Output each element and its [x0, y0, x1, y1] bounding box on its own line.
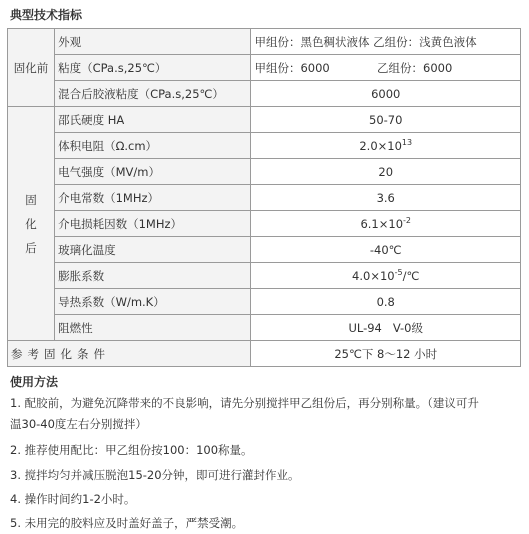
row-value-appearance — [251, 29, 521, 55]
resistivity-base: 2.0×10 — [359, 138, 402, 153]
table-row — [8, 133, 521, 159]
row-label-viscosity: 粘度（CPa.s,25℃） — [55, 55, 251, 81]
spec-title: 典型技术指标 — [10, 8, 83, 22]
row-label-loss-factor: 介电损耗因数（1MHz） — [55, 211, 251, 237]
table-row — [8, 81, 521, 107]
usage-step: 4. 操作时间约1-2小时。 — [10, 492, 136, 506]
row-label-dielectric-constant: 介电常数（1MHz） — [55, 185, 251, 211]
row-value-glass-transition: -40℃ — [251, 237, 521, 263]
expansion-base: 4.0×10 — [352, 268, 395, 283]
usage-step: 5. 未用完的胶料应及时盖好盖子，严禁受潮。 — [10, 516, 244, 530]
row-label-glass-transition: 玻璃化温度 — [55, 237, 251, 263]
row-label-dielectric-strength: 电气强度（MV/m） — [55, 159, 251, 185]
group-before-cure: 固化前 — [8, 29, 55, 107]
row-label-hardness: 邵氏硬度 HA — [55, 107, 251, 133]
row-label-resistivity: 体积电阻（Ω.cm） — [55, 133, 251, 159]
reference-label: 参考固化条件 — [8, 341, 251, 367]
group-after-cure — [8, 107, 55, 341]
row-value-dielectric-constant: 3.6 — [251, 185, 521, 211]
appearance-part-b: 乙组份：浅黄色液体 — [373, 34, 477, 49]
table-row — [8, 185, 521, 211]
table-row — [8, 289, 521, 315]
group-after-cure-char: 固 — [25, 192, 37, 207]
expansion-unit: /℃ — [402, 268, 420, 283]
row-value-expansion — [251, 263, 521, 289]
table-row — [8, 315, 521, 341]
row-label-flame-retardancy: 阻燃性 — [55, 315, 251, 341]
usage-step: 3. 搅拌均匀并减压脱泡15-20分钟，即可进行灌封作业。 — [10, 468, 300, 482]
row-label-expansion: 膨胀系数 — [55, 263, 251, 289]
row-value-hardness: 50-70 — [251, 107, 521, 133]
row-value-mixed-viscosity: 6000 — [251, 81, 521, 107]
viscosity-part-b: 乙组份：6000 — [377, 60, 453, 75]
row-label-mixed-viscosity: 混合后胶液粘度（CPa.s,25℃） — [55, 81, 251, 107]
table-row — [8, 159, 521, 185]
reference-value: 25℃下 8～12 小时 — [251, 341, 521, 367]
row-value-flame-retardancy: UL-94 V-0级 — [251, 315, 521, 341]
resistivity-exponent: 13 — [401, 138, 413, 148]
expansion-exponent: -5 — [394, 268, 403, 278]
row-value-thermal-conductivity: 0.8 — [251, 289, 521, 315]
table-row — [8, 107, 521, 133]
table-row — [8, 211, 521, 237]
loss-factor-base: 6.1×10 — [360, 216, 404, 231]
viscosity-part-a: 甲组份：6000 — [254, 60, 330, 75]
row-value-resistivity — [251, 133, 521, 159]
appearance-part-a: 甲组份：黑色稠状液体 — [254, 34, 370, 49]
usage-step: 温30-40度左右分别搅拌） — [10, 417, 147, 431]
row-value-dielectric-strength: 20 — [251, 159, 521, 185]
table-row — [8, 341, 521, 367]
table-row — [8, 55, 521, 81]
table-row — [8, 263, 521, 289]
row-label-appearance: 外观 — [55, 29, 251, 55]
row-value-loss-factor — [251, 211, 521, 237]
group-after-cure-char: 后 — [25, 240, 37, 255]
spec-table — [7, 28, 521, 367]
usage-title: 使用方法 — [10, 375, 59, 389]
usage-step: 2. 推荐使用配比：甲乙组份按100：100称量。 — [10, 443, 253, 457]
table-row — [8, 237, 521, 263]
table-row — [8, 29, 521, 55]
loss-factor-exponent: -2 — [403, 216, 411, 226]
group-after-cure-char: 化 — [25, 216, 37, 231]
row-label-thermal-conductivity: 导热系数（W/m.K） — [55, 289, 251, 315]
usage-step: 1. 配胶前，为避免沉降带来的不良影响，请先分别搅拌甲乙组份后，再分别称量。（建议可升 — [10, 396, 479, 410]
row-value-viscosity — [251, 55, 521, 81]
